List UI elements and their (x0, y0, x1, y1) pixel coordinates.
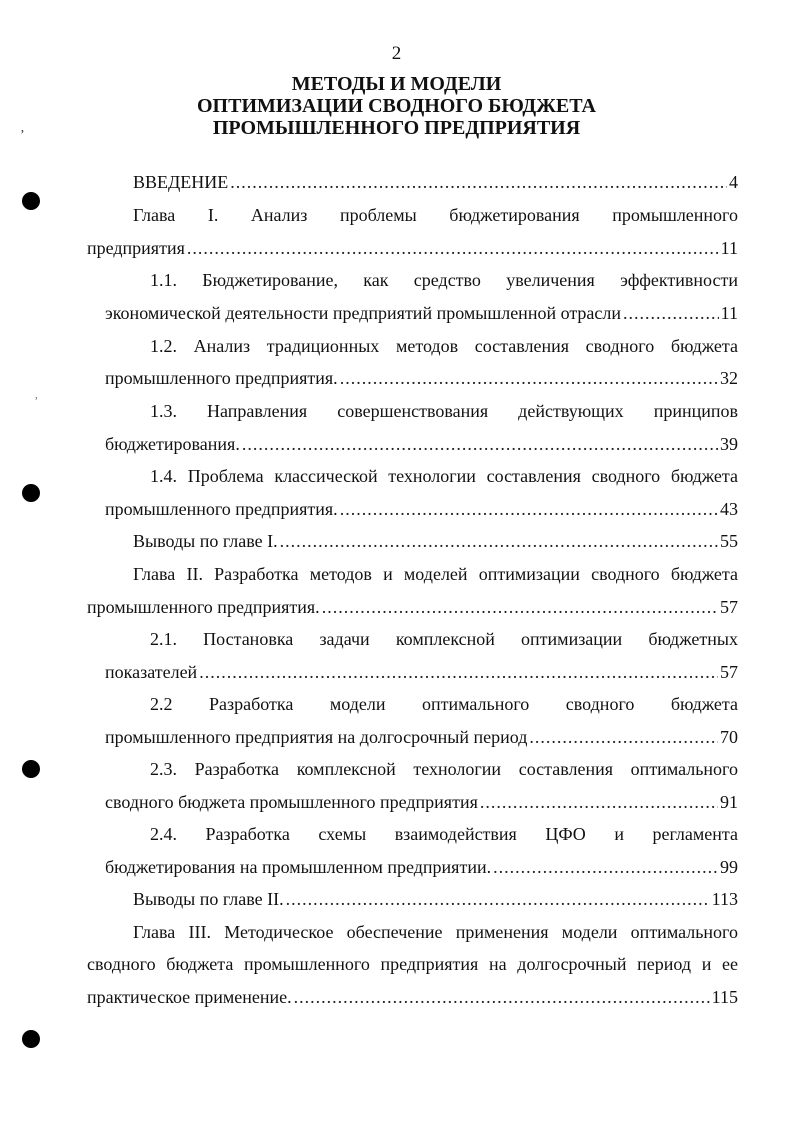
dot-leader (623, 303, 719, 324)
toc-entry-title-line: бюджетирования на промышленном предприятии. (105, 857, 492, 877)
toc-entry-title-line: промышленного предприятия. (87, 597, 320, 617)
toc-page-number: 57 (720, 662, 738, 682)
toc-entry-title-line: 2.3. Разработка комплексной технологии составления оптимального (150, 759, 738, 779)
binder-hole (22, 760, 40, 778)
toc-entry-title-line: экономической деятельности предприятий промышленной отрасли (105, 303, 622, 323)
toc-entry-title-line: 1.1. Бюджетирование, как средство увеличения эффективности (150, 270, 738, 290)
toc-entry-title: ВВЕДЕНИЕ (133, 172, 229, 192)
dot-leader (242, 434, 718, 455)
toc-entry-title-line: бюджетирования. (105, 434, 240, 454)
toc-page-number: 32 (720, 368, 738, 388)
dot-leader (340, 499, 718, 520)
toc-page-number: 57 (720, 597, 738, 617)
toc-entry-title-line: 2.4. Разработка схемы взаимодействия ЦФО и регламента (150, 824, 738, 844)
toc-entry-title-line: Глава II. Разработка методов и моделей оптимизации сводного бюджета (133, 564, 738, 584)
dot-leader (280, 531, 718, 552)
dot-leader (286, 889, 710, 910)
toc-page-number: 70 (720, 727, 738, 747)
toc-page-number: 11 (720, 303, 738, 323)
dot-leader (294, 987, 710, 1008)
toc-entry-title-line: промышленного предприятия. (105, 368, 338, 388)
title-line-1: МЕТОДЫ И МОДЕЛИ (291, 73, 502, 95)
toc-entry-title: Выводы по главе I. (133, 531, 278, 551)
toc-page-number: 91 (720, 792, 738, 812)
toc-entry-title-line: практическое применение. (87, 987, 292, 1007)
title-line-3: ПРОМЫШЛЕННОГО ПРЕДПРИЯТИЯ (212, 117, 581, 139)
toc-page-number: 43 (720, 499, 738, 519)
toc-page-number: 11 (720, 238, 738, 258)
scan-mark: ʼ (20, 128, 25, 143)
toc-entry-title-line: показателей (105, 662, 198, 682)
page-number: 2 (391, 43, 402, 64)
toc-entry-title: Выводы по главе II. (133, 889, 284, 909)
dot-leader (493, 857, 718, 878)
toc-entry-title-line: сводного бюджета промышленного предприятия (105, 792, 478, 812)
document-title (0, 73, 793, 139)
toc-entry-title-line: 1.2. Анализ традиционных методов составления сводного бюджета (150, 336, 738, 356)
dot-leader (480, 792, 718, 813)
toc-entry-title-line: 1.3. Направления совершенствования действующих принципов (150, 401, 738, 421)
dot-leader (187, 238, 719, 259)
toc-page-number: 113 (711, 889, 738, 909)
scan-mark: ʾ (34, 396, 39, 411)
toc-entry-title-line: 2.1. Постановка задачи комплексной оптимизации бюджетных (150, 629, 738, 649)
toc-page-number: 39 (720, 434, 738, 454)
dot-leader (230, 172, 727, 193)
toc-entry-title-line: предприятия (87, 238, 185, 258)
toc-page-number: 55 (720, 531, 738, 551)
toc-entry-title-line: Глава III. Методическое обеспечение применения модели оптимального (133, 922, 738, 942)
dot-leader (322, 597, 718, 618)
toc-page-number: 115 (711, 987, 738, 1007)
toc-page-number: 99 (720, 857, 738, 877)
dot-leader (340, 368, 718, 389)
toc-entry-title-line: 1.4. Проблема классической технологии составления сводного бюджета (150, 466, 738, 486)
binder-hole (22, 1030, 40, 1048)
toc-entry-title-line: 2.2 Разработка модели оптимального сводного бюджета (150, 694, 738, 714)
toc-page-number: 4 (729, 172, 738, 192)
toc-entry-title-line: Глава I. Анализ проблемы бюджетирования промышленного (133, 205, 738, 225)
toc-entry-title-line: сводного бюджета промышленного предприятия на долгосрочный период и ее (87, 954, 738, 974)
binder-hole (22, 484, 40, 502)
dot-leader (529, 727, 718, 748)
dot-leader (199, 662, 718, 683)
title-line-2: ОПТИМИЗАЦИИ СВОДНОГО БЮДЖЕТА (196, 95, 596, 117)
toc-entry-title-line: промышленного предприятия. (105, 499, 338, 519)
binder-hole (22, 192, 40, 210)
toc-entry-title-line: промышленного предприятия на долгосрочный период (105, 727, 528, 747)
